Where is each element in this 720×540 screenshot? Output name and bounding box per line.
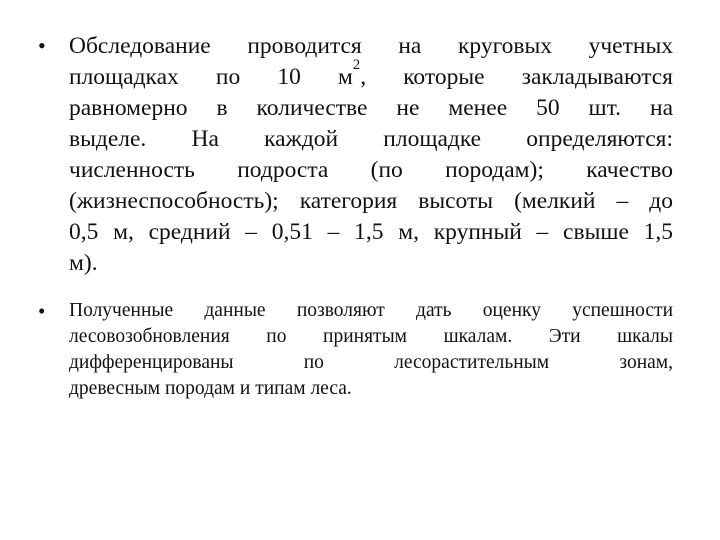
text-fragment: , которые закладываются <box>360 64 673 90</box>
text-line <box>69 56 673 93</box>
text-line: м). <box>69 250 98 276</box>
bullet-text <box>69 31 673 279</box>
text-line: численность подроста (по породам); качество <box>69 157 673 183</box>
text-line: древесным породам и типам леса. <box>69 378 352 399</box>
bullet-marker: • <box>38 299 46 323</box>
bullet-text <box>69 298 673 402</box>
text-line: выделе. На каждой площадке определяются: <box>69 126 673 152</box>
text-line: равномерно в количестве не менее 50 шт. на <box>69 95 673 121</box>
text-line: Полученные данные позволяют дать оценку успешности <box>69 300 673 321</box>
bullet-item-survey-method <box>38 31 673 279</box>
superscript: 2 <box>352 56 361 73</box>
bullet-item-assessment <box>38 298 673 402</box>
text-line: Обследование проводится на круговых учетных <box>69 33 673 59</box>
text-line: (жизнеспособность); категория высоты (мелкий – до <box>69 188 673 214</box>
text-line: дифференцированы по лесорастительным зонам, <box>69 352 673 373</box>
text-fragment: площадках по 10 м <box>69 64 353 90</box>
text-line: 0,5 м, средний – 0,51 – 1,5 м, крупный – свыше 1,5 <box>69 219 673 245</box>
bullet-marker: • <box>38 33 46 58</box>
text-line: лесовозобновления по принятым шкалам. Эти шкалы <box>69 326 673 347</box>
